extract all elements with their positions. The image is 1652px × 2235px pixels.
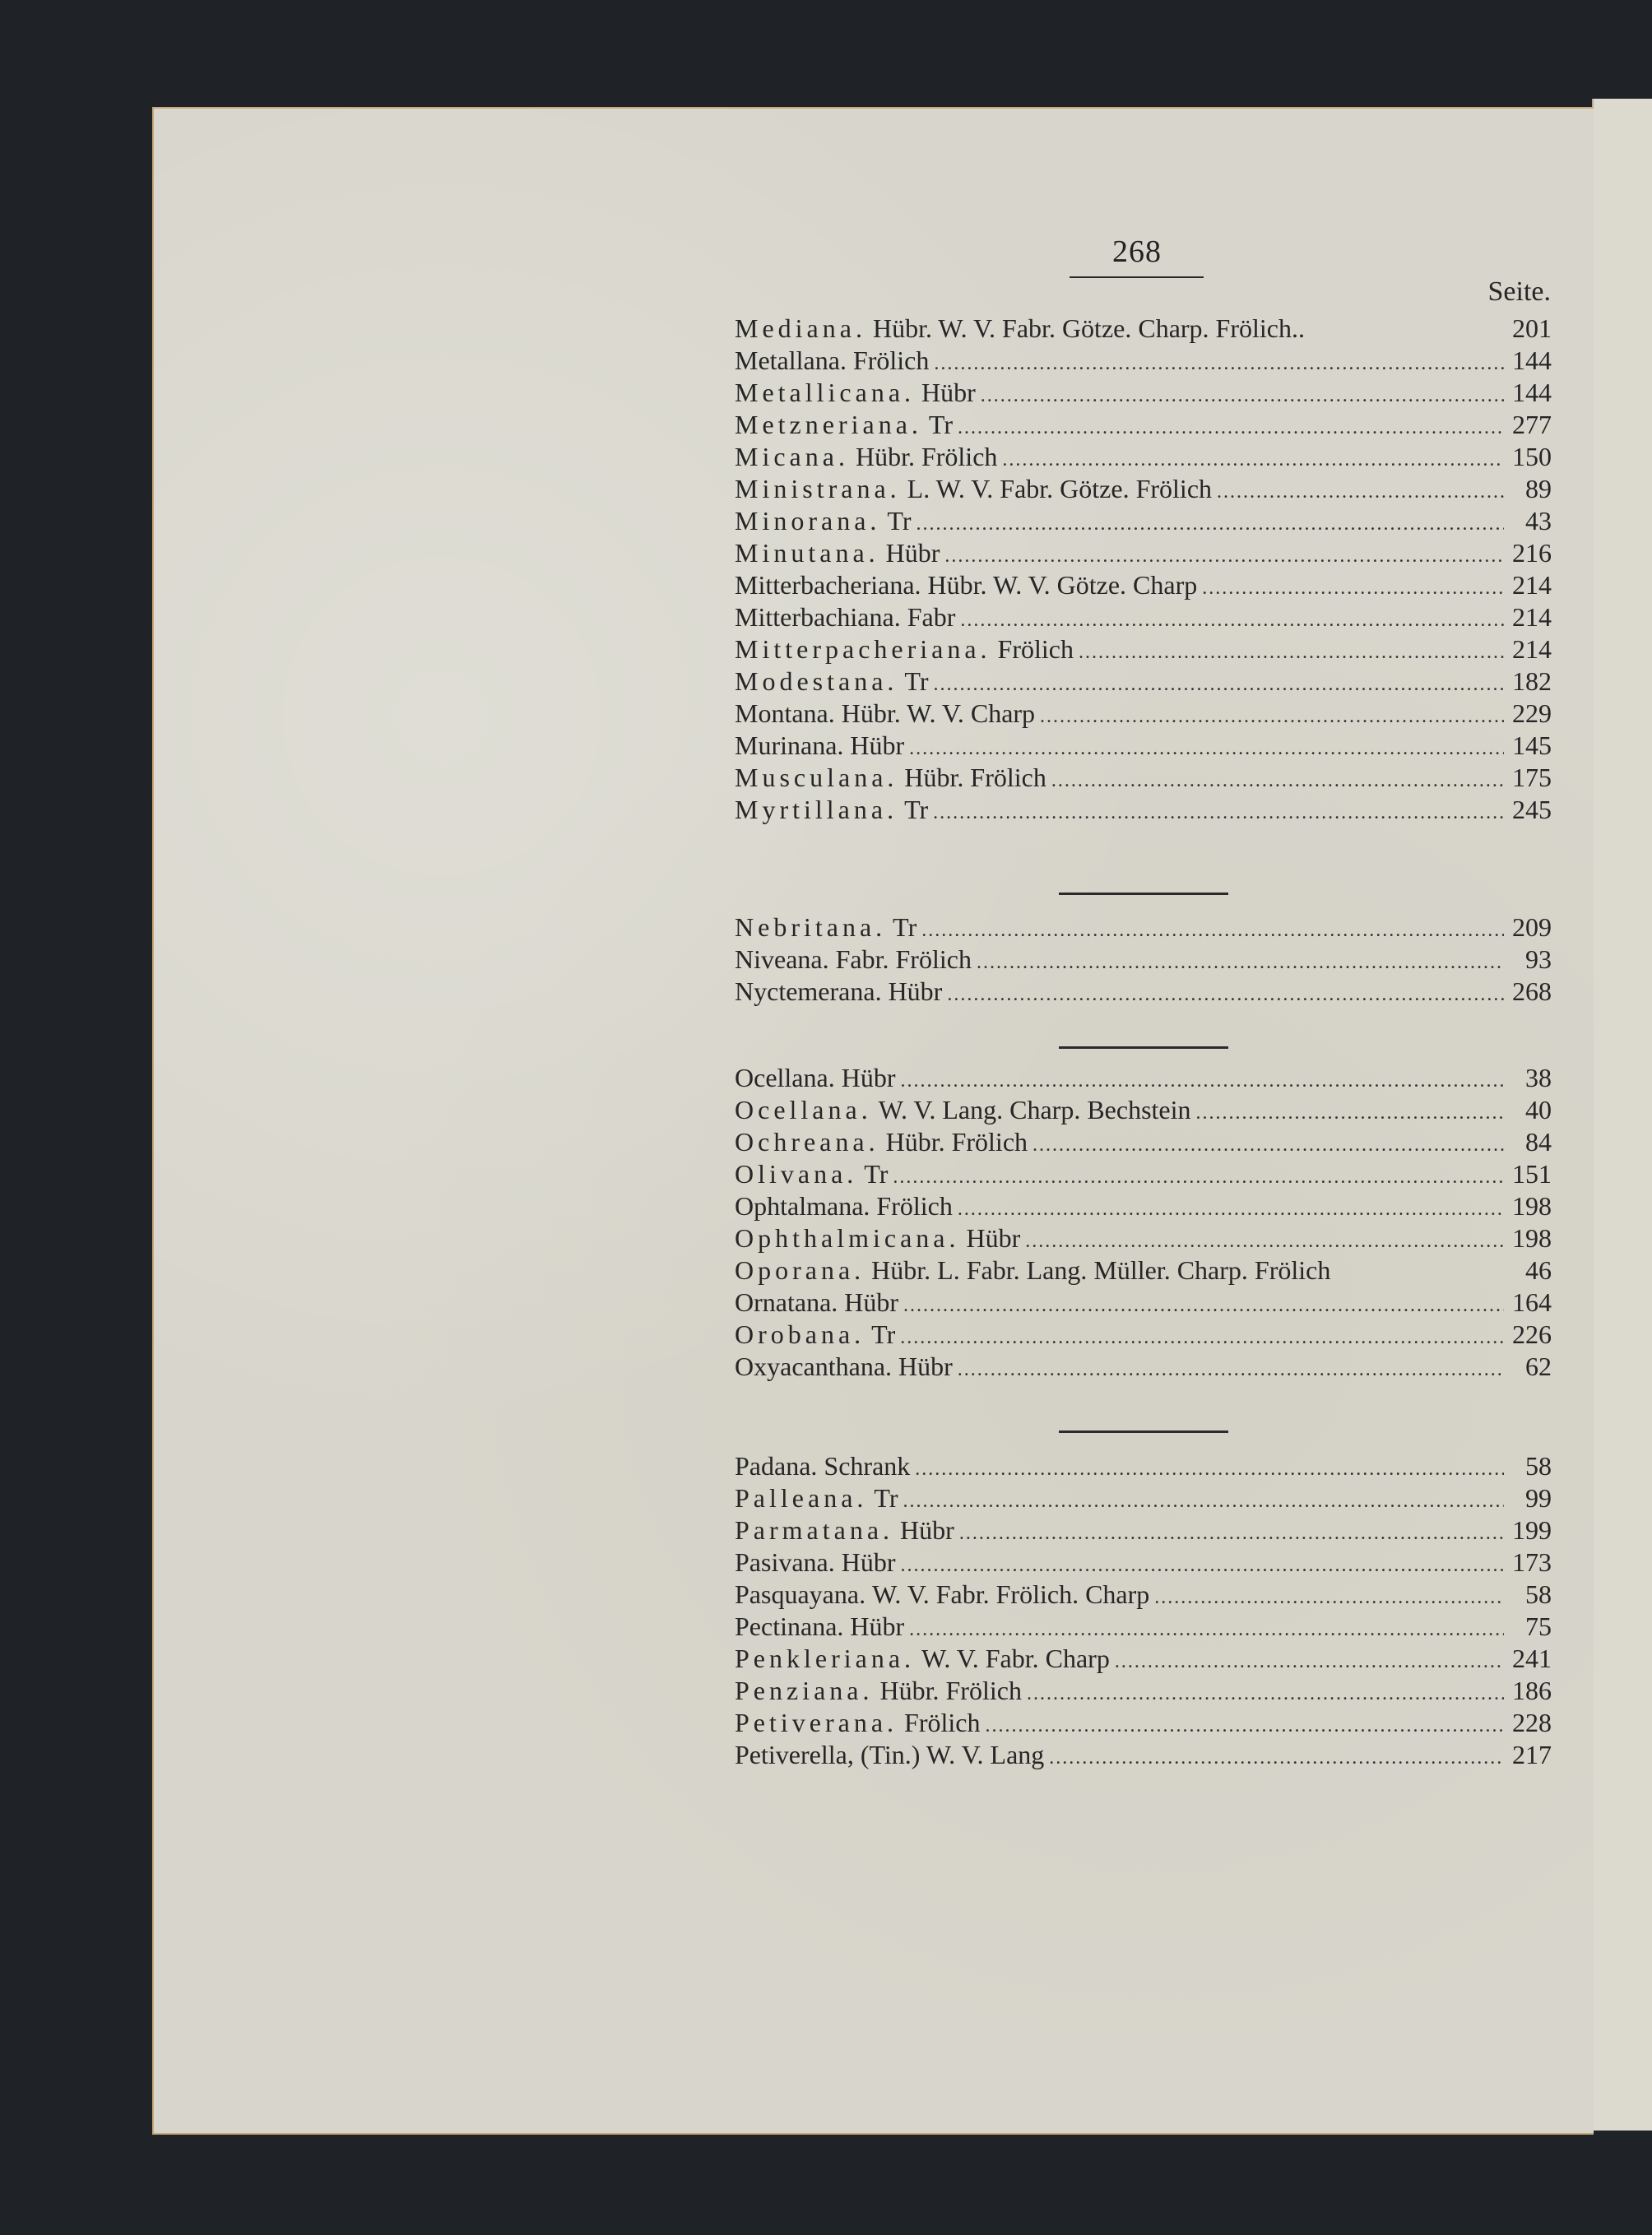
index-entry	[735, 633, 1552, 665]
entry-authors: W. V. Fabr. Charp	[921, 1644, 1110, 1673]
entry-species-name: Nyctemerana.	[735, 976, 882, 1006]
dot-leader	[1051, 765, 1504, 797]
entry-species-name: Penkleriana.	[735, 1644, 916, 1673]
index-entry	[735, 1482, 1552, 1514]
entry-page-reference: 99	[1525, 1483, 1552, 1513]
index-entry	[735, 730, 1552, 762]
entry-page-reference: 150	[1512, 442, 1552, 471]
entry-page-reference: 214	[1512, 634, 1552, 664]
index-entry	[735, 313, 1552, 345]
entry-authors: Schrank	[824, 1451, 911, 1481]
entry-species-name: Ophthalmicana.	[735, 1223, 960, 1253]
entry-species-name: Ochreana.	[735, 1127, 879, 1157]
entry-authors: Hübr	[885, 538, 940, 568]
index-entry	[735, 505, 1552, 537]
entry-page-reference: 93	[1525, 944, 1552, 974]
index-entry	[735, 409, 1552, 441]
dot-leader	[1115, 1646, 1504, 1678]
entry-authors: Hübr. Frölich	[904, 763, 1046, 792]
index-entry	[735, 441, 1552, 473]
dot-leader	[1154, 1582, 1504, 1614]
entry-species-name: Mitterbachiana.	[735, 602, 901, 632]
index-entry	[735, 1514, 1552, 1546]
entry-species-name: Pasivana.	[735, 1547, 835, 1577]
entry-species-name: Mitterbacheriana.	[735, 570, 921, 600]
dot-leader	[977, 947, 1504, 979]
entry-authors: Hübr	[850, 730, 905, 760]
entry-species-name: Niveana.	[735, 944, 829, 974]
column-header-seite: Seite.	[1487, 276, 1551, 307]
entry-page-reference: 89	[1525, 474, 1552, 503]
entry-page-reference: 245	[1512, 795, 1552, 824]
entry-species-name: Modestana.	[735, 666, 898, 696]
dot-leader	[1202, 573, 1504, 605]
entry-species-name: Nebritana.	[735, 912, 887, 942]
index-entry	[735, 976, 1552, 1008]
entry-page-reference: 144	[1512, 378, 1552, 407]
entry-page-reference: 241	[1512, 1644, 1552, 1673]
entry-page-reference: 173	[1512, 1547, 1552, 1577]
entry-authors: Tr	[864, 1159, 889, 1189]
dot-leader	[1032, 1129, 1504, 1162]
entry-authors: Frölich	[876, 1191, 953, 1221]
index-entry	[735, 537, 1552, 569]
index-entry	[735, 1222, 1552, 1254]
index-entry	[735, 473, 1552, 505]
entry-page-reference: 38	[1525, 1063, 1552, 1092]
dot-leader	[1002, 444, 1504, 476]
entry-species-name: Mitterpacheriana.	[735, 634, 991, 664]
entry-species-name: Ocellana.	[735, 1063, 835, 1092]
index-entry	[735, 1579, 1552, 1611]
entry-authors: Fabr	[907, 602, 956, 632]
entry-species-name: Pectinana.	[735, 1611, 844, 1641]
entry-species-name: Ocellana.	[735, 1095, 872, 1124]
entry-authors: Tr	[904, 666, 929, 696]
entry-page-reference: 277	[1512, 410, 1552, 439]
dot-leader	[1040, 701, 1504, 733]
header-rule	[1070, 276, 1204, 278]
index-section-p	[735, 1450, 1552, 1771]
entry-species-name: Musculana.	[735, 763, 898, 792]
index-entry	[735, 1351, 1552, 1383]
index-entry	[735, 1319, 1552, 1351]
entry-authors: Hübr. W. V. Charp	[841, 698, 1036, 728]
entry-authors: Hübr	[850, 1611, 905, 1641]
section-divider	[1059, 1046, 1228, 1049]
entry-authors: Hübr	[921, 378, 976, 407]
entry-species-name: Metzneriana.	[735, 410, 922, 439]
index-entry	[735, 1546, 1552, 1579]
entry-species-name: Palleana.	[735, 1483, 868, 1513]
entry-page-reference: 175	[1512, 763, 1552, 792]
entry-page-reference: 40	[1525, 1095, 1552, 1124]
entry-authors: Tr	[928, 410, 953, 439]
dot-leader	[909, 1614, 1504, 1646]
entry-authors: Hübr. L. Fabr. Lang. Müller. Charp. Frölich	[871, 1255, 1331, 1285]
facing-page-edge	[1592, 99, 1652, 2131]
dot-leader	[958, 1194, 1504, 1226]
index-entry	[735, 1450, 1552, 1482]
dot-leader	[893, 1162, 1504, 1194]
entry-page-reference: 217	[1512, 1740, 1552, 1769]
entry-page-reference: 182	[1512, 666, 1552, 696]
entry-page-reference: 209	[1512, 912, 1552, 942]
entry-authors: Hübr	[900, 1515, 954, 1545]
dot-leader	[900, 1322, 1504, 1354]
entry-authors: L. W. V. Fabr. Götze. Frölich	[907, 474, 1213, 503]
entry-authors: Fabr. Frölich	[835, 944, 972, 974]
index-entry	[735, 794, 1552, 826]
entry-page-reference: 84	[1525, 1127, 1552, 1157]
entry-authors: Tr	[904, 795, 929, 824]
dot-leader	[900, 1065, 1504, 1097]
entry-species-name: Petiverana.	[735, 1708, 898, 1737]
dot-leader	[903, 1486, 1504, 1518]
entry-page-reference: 58	[1525, 1451, 1552, 1481]
entry-page-reference: 216	[1512, 538, 1552, 568]
entry-authors: W. V. Fabr. Frölich. Charp	[872, 1579, 1150, 1609]
entry-species-name: Montana.	[735, 698, 835, 728]
entry-species-name: Ornatana.	[735, 1287, 838, 1317]
entry-authors: Tr	[871, 1319, 896, 1349]
entry-page-reference: 226	[1512, 1319, 1552, 1349]
entry-species-name: Minutana.	[735, 538, 879, 568]
entry-authors: Frölich	[852, 345, 930, 375]
dot-leader	[1049, 1742, 1504, 1774]
index-entry	[735, 1611, 1552, 1643]
index-entry	[735, 698, 1552, 730]
dot-leader	[909, 733, 1504, 765]
entry-page-reference: 214	[1512, 602, 1552, 632]
entry-species-name: Petiverella,	[735, 1740, 854, 1769]
index-entry	[735, 1643, 1552, 1675]
entry-species-name: Oporana.	[735, 1255, 865, 1285]
index-entry	[735, 569, 1552, 601]
index-entry	[735, 601, 1552, 633]
entry-page-reference: 58	[1525, 1579, 1552, 1609]
entry-authors: Hübr. W. V. Götze. Charp	[927, 570, 1198, 600]
entry-species-name: Micana.	[735, 442, 849, 471]
entry-species-name: Minorana.	[735, 506, 881, 536]
index-entry	[735, 944, 1552, 976]
entry-species-name: Olivana.	[735, 1159, 858, 1189]
entry-authors: Tr	[893, 912, 917, 942]
dot-leader	[916, 508, 1504, 540]
index-entry	[735, 1190, 1552, 1222]
index-entry	[735, 762, 1552, 794]
entry-species-name: Pasquayana.	[735, 1579, 866, 1609]
entry-page-reference: 198	[1512, 1223, 1552, 1253]
entry-authors: Tr	[874, 1483, 898, 1513]
entry-species-name: Padana.	[735, 1451, 818, 1481]
entry-page-reference: 229	[1512, 698, 1552, 728]
entry-page-reference: 199	[1512, 1515, 1552, 1545]
entry-species-name: Murinana.	[735, 730, 844, 760]
dot-leader	[1217, 476, 1504, 508]
entry-authors: Hübr	[841, 1063, 896, 1092]
section-divider	[1059, 1430, 1228, 1433]
entry-authors: Tr	[887, 506, 912, 536]
entry-authors: Hübr. Frölich	[885, 1127, 1028, 1157]
entry-page-reference: 75	[1525, 1611, 1552, 1641]
entry-authors: Hübr	[844, 1287, 899, 1317]
index-entry	[735, 1287, 1552, 1319]
entry-page-reference: 62	[1525, 1352, 1552, 1381]
dot-leader	[960, 605, 1504, 637]
index-entry	[735, 1707, 1552, 1739]
entry-authors: Hübr	[966, 1223, 1021, 1253]
entry-authors: Hübr. Frölich	[879, 1676, 1022, 1705]
entry-page-reference: 164	[1512, 1287, 1552, 1317]
entry-species-name: Mediana.	[735, 313, 866, 343]
dot-leader	[1025, 1226, 1504, 1258]
index-entry	[735, 377, 1552, 409]
entry-species-name: Metallicana.	[735, 378, 916, 407]
entry-authors: Frölich	[997, 634, 1074, 664]
entry-authors: Hübr	[898, 1352, 953, 1381]
index-entry	[735, 1675, 1552, 1707]
dot-leader	[933, 797, 1504, 829]
index-entry	[735, 665, 1552, 698]
entry-species-name: Penziana.	[735, 1676, 874, 1705]
entry-authors: Hübr	[841, 1547, 896, 1577]
section-divider	[1059, 893, 1228, 895]
entry-authors: Hübr	[888, 976, 943, 1006]
index-entry	[735, 911, 1552, 944]
entry-page-reference: 186	[1512, 1676, 1552, 1705]
entry-authors: W. V. Lang. Charp. Bechstein	[878, 1095, 1191, 1124]
index-section-o	[735, 1062, 1552, 1383]
entry-page-reference: 144	[1512, 345, 1552, 375]
entry-page-reference: 151	[1512, 1159, 1552, 1189]
entry-species-name: Metallana.	[735, 345, 847, 375]
index-entry	[735, 1094, 1552, 1126]
entry-page-reference: 46	[1525, 1255, 1552, 1285]
index-section-n	[735, 911, 1552, 1008]
entry-species-name: Ministrana.	[735, 474, 901, 503]
dot-leader	[915, 1454, 1504, 1486]
entry-page-reference: 198	[1512, 1191, 1552, 1221]
entry-authors: Hübr. Frölich	[855, 442, 998, 471]
index-entry	[735, 1158, 1552, 1190]
entry-species-name: Parmatana.	[735, 1515, 894, 1545]
entry-page-reference: 268	[1512, 976, 1552, 1006]
index-entry	[735, 1739, 1552, 1771]
dot-leader	[981, 380, 1504, 412]
index-entry	[735, 1254, 1552, 1287]
entry-species-name: Myrtillana.	[735, 795, 898, 824]
entry-page-reference: 228	[1512, 1708, 1552, 1737]
dot-leader	[1027, 1678, 1504, 1710]
entry-page-reference: 201	[1512, 313, 1552, 343]
dot-leader	[934, 348, 1504, 380]
dot-leader	[903, 1290, 1504, 1322]
entry-species-name: Oxyacanthana.	[735, 1352, 893, 1381]
dot-leader	[959, 1518, 1504, 1550]
entry-species-name: Orobana.	[735, 1319, 865, 1349]
dot-leader	[944, 540, 1504, 573]
dot-leader	[947, 979, 1504, 1011]
entry-page-reference: 145	[1512, 730, 1552, 760]
dot-leader	[958, 412, 1504, 444]
dot-leader	[1079, 637, 1504, 669]
entry-species-name: Ophtalmana.	[735, 1191, 870, 1221]
index-entry	[735, 1126, 1552, 1158]
dot-leader	[985, 1710, 1504, 1742]
entry-authors: Hübr. W. V. Fabr. Götze. Charp. Frölich..	[872, 313, 1305, 343]
entry-page-reference: 214	[1512, 570, 1552, 600]
entry-authors: Frölich	[904, 1708, 981, 1737]
index-entry	[735, 345, 1552, 377]
page-number: 268	[1112, 234, 1162, 269]
entry-page-reference: 43	[1525, 506, 1552, 536]
dot-leader	[901, 1550, 1504, 1582]
dot-leader	[1196, 1097, 1504, 1129]
index-entry	[735, 1062, 1552, 1094]
index-section-m	[735, 313, 1552, 826]
dot-leader	[921, 915, 1504, 947]
entry-authors: (Tin.) W. V. Lang	[860, 1740, 1045, 1769]
dot-leader	[933, 669, 1504, 701]
dot-leader	[958, 1354, 1504, 1386]
